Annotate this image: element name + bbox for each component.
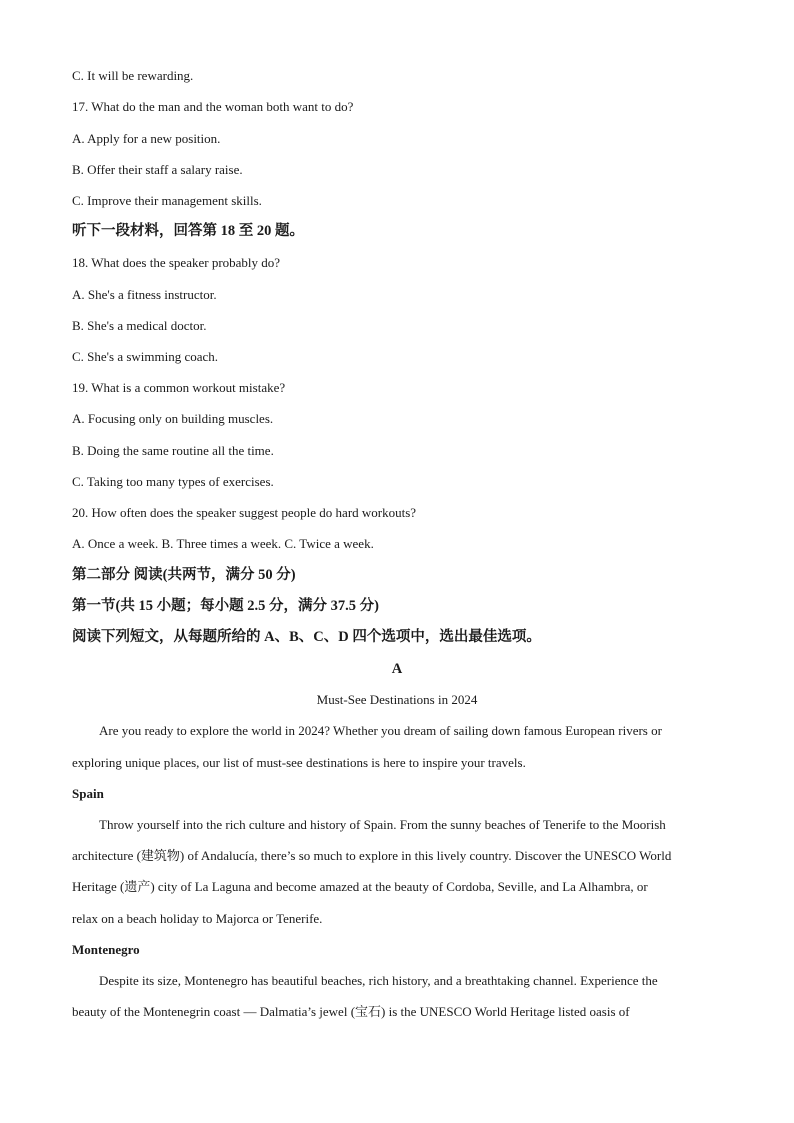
section-heading: 第一节(共 15 小题；每小题 2.5 分，满分 37.5 分) — [72, 598, 379, 614]
q18-option-c: C. She's a swimming coach. — [72, 349, 219, 364]
q19-option-c: C. Taking too many types of exercises. — [72, 474, 274, 489]
spain-line-2: architecture (建筑物) of Andalucía, there’s so much to explore in this lively country. Discover the UNESCO World — [72, 848, 672, 863]
q18-option-a: A. She's a fitness instructor. — [72, 287, 217, 302]
q18-option-b: B. She's a medical doctor. — [72, 318, 207, 333]
montenegro-line-2: beauty of the Montenegrin coast — Dalmatia’s jewel (宝石) is the UNESCO World Heritage listed oasis of — [72, 1004, 630, 1019]
spain-line-3: Heritage (遗产) city of La Laguna and become amazed at the beauty of Cordoba, Seville, and La Alhambra, or — [72, 879, 648, 894]
q19-option-b: B. Doing the same routine all the time. — [72, 443, 274, 458]
q19-question: 19. What is a common workout mistake? — [72, 380, 286, 395]
spain-heading: Spain — [72, 786, 104, 801]
montenegro-heading: Montenegro — [72, 942, 140, 957]
q20-question: 20. How often does the speaker suggest people do hard workouts? — [72, 505, 417, 520]
q19-option-a: A. Focusing only on building muscles. — [72, 411, 274, 426]
instruction-18-20: 听下一段材料，回答第 18 至 20 题。 — [72, 223, 304, 239]
passage-letter: A — [391, 661, 403, 677]
reading-instruction: 阅读下列短文，从每题所给的 A、B、C、D 四个选项中，选出最佳选项。 — [72, 629, 541, 645]
q18-question: 18. What does the speaker probably do? — [72, 255, 281, 270]
q17-option-c: C. Improve their management skills. — [72, 193, 262, 208]
spain-line-1: Throw yourself into the rich culture and history of Spain. From the sunny beaches of Tenerife to the Moorish — [99, 817, 666, 832]
q17-question: 17. What do the man and the woman both want to do? — [72, 99, 354, 114]
spain-line-4: relax on a beach holiday to Majorca or Tenerife. — [72, 911, 323, 926]
intro-line-2: exploring unique places, our list of must-see destinations is here to inspire your travels. — [72, 755, 526, 770]
intro-line-1: Are you ready to explore the world in 2024? Whether you dream of sailing down famous European rivers or — [99, 723, 662, 738]
q16-option-c: C. It will be rewarding. — [72, 68, 194, 83]
montenegro-line-1: Despite its size, Montenegro has beautiful beaches, rich history, and a breathtaking channel. Experience the — [99, 973, 658, 988]
part-heading: 第二部分 阅读(共两节，满分 50 分) — [72, 567, 296, 583]
passage-title: Must-See Destinations in 2024 — [316, 692, 478, 707]
q17-option-b: B. Offer their staff a salary raise. — [72, 162, 243, 177]
q20-options: A. Once a week. B. Three times a week. C. Twice a week. — [72, 536, 374, 551]
q17-option-a: A. Apply for a new position. — [72, 131, 221, 146]
